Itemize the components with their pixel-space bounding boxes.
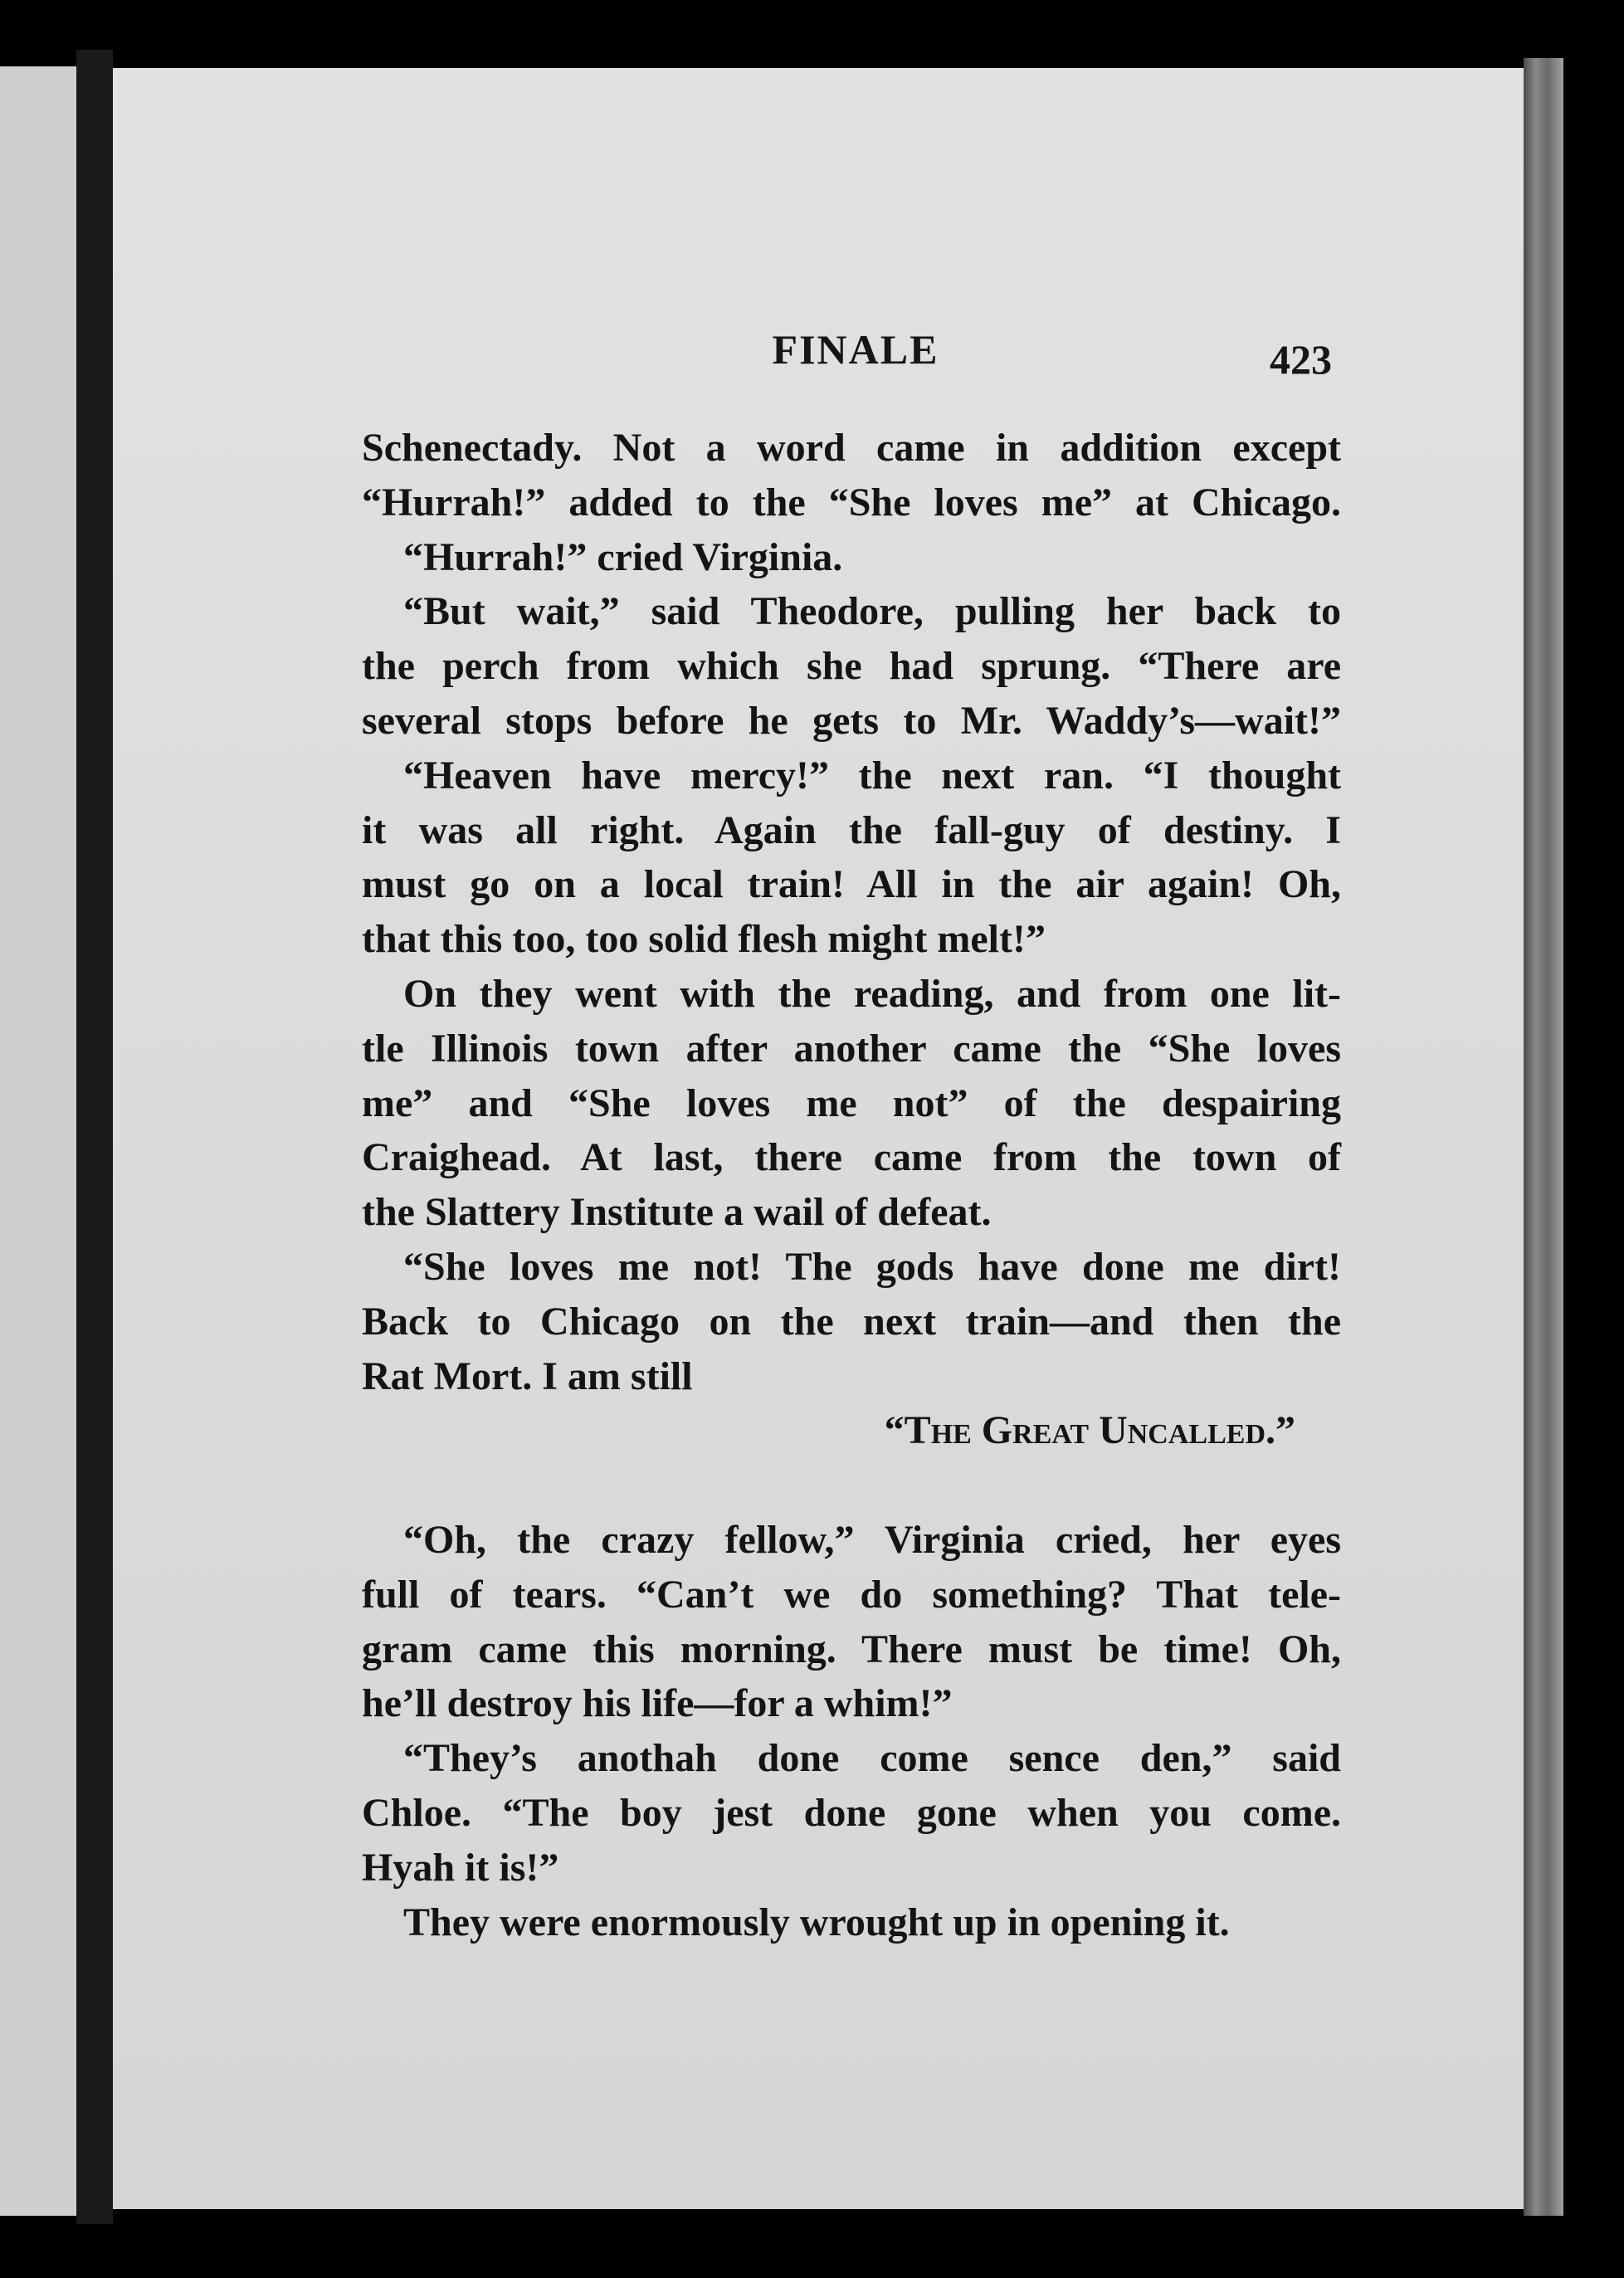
facing-page-edge	[0, 66, 76, 2216]
text-line: “She loves me not! The gods have done me dirt!	[403, 1244, 1341, 1289]
text-line: full of tears. “Can’t we do something? That tele-	[362, 1572, 1341, 1617]
text-line: Schenectady. Not a word came in addition except	[362, 426, 1341, 470]
text-line: “Hurrah!” added to the “She loves me” at Chicago.	[362, 480, 1341, 524]
text-line: “The Great Uncalled.”	[884, 1408, 1295, 1453]
text-line: Chloe. “The boy jest done gone when you come.	[362, 1790, 1341, 1835]
text-line: Rat Mort. I am still	[362, 1354, 693, 1398]
page-stack-edge	[1524, 58, 1563, 2216]
text-line: On they went with the reading, and from one lit-	[403, 971, 1341, 1016]
book-page	[113, 68, 1524, 2209]
text-line	[362, 1458, 1341, 1513]
text-line: Hyah it is!”	[362, 1845, 559, 1890]
text-line: several stops before he gets to Mr. Waddy’s—wait!”	[362, 698, 1341, 743]
text-line: “But wait,” said Theodore, pulling her back to	[403, 589, 1341, 634]
text-line: Craighead. At last, there came from the town of	[362, 1135, 1341, 1180]
text-line: it was all right. Again the fall-guy of destiny. I	[362, 807, 1341, 852]
text-line: must go on a local train! All in the air again! Oh,	[362, 862, 1341, 907]
text-line: They were enormously wrought up in opening it.	[403, 1900, 1230, 1944]
text-line: tle Illinois town after another came the “She loves	[362, 1026, 1341, 1071]
text-line: “Oh, the crazy fellow,” Virginia cried, her eyes	[403, 1517, 1341, 1562]
text-line: “Hurrah!” cried Virginia.	[403, 534, 843, 579]
running-head: FINALE	[772, 326, 939, 373]
body-text	[362, 421, 1341, 1949]
text-line: Back to Chicago on the next train—and then the	[362, 1299, 1341, 1344]
page-number: 423	[1270, 336, 1332, 383]
text-line: the Slattery Institute a wail of defeat.	[362, 1190, 992, 1235]
text-line: “They’s anothah done come sence den,” said	[403, 1736, 1341, 1781]
book-gutter	[76, 50, 113, 2224]
text-line: that this too, too solid flesh might melt!”	[362, 917, 1046, 962]
text-line: “Heaven have mercy!” the next ran. “I thought	[403, 753, 1341, 798]
text-line: me” and “She loves me not” of the despairing	[362, 1080, 1341, 1125]
text-line: he’ll destroy his life—for a whim!”	[362, 1681, 953, 1726]
text-line: the perch from which she had sprung. “There are	[362, 644, 1341, 689]
text-line: gram came this morning. There must be time! Oh,	[362, 1627, 1341, 1671]
